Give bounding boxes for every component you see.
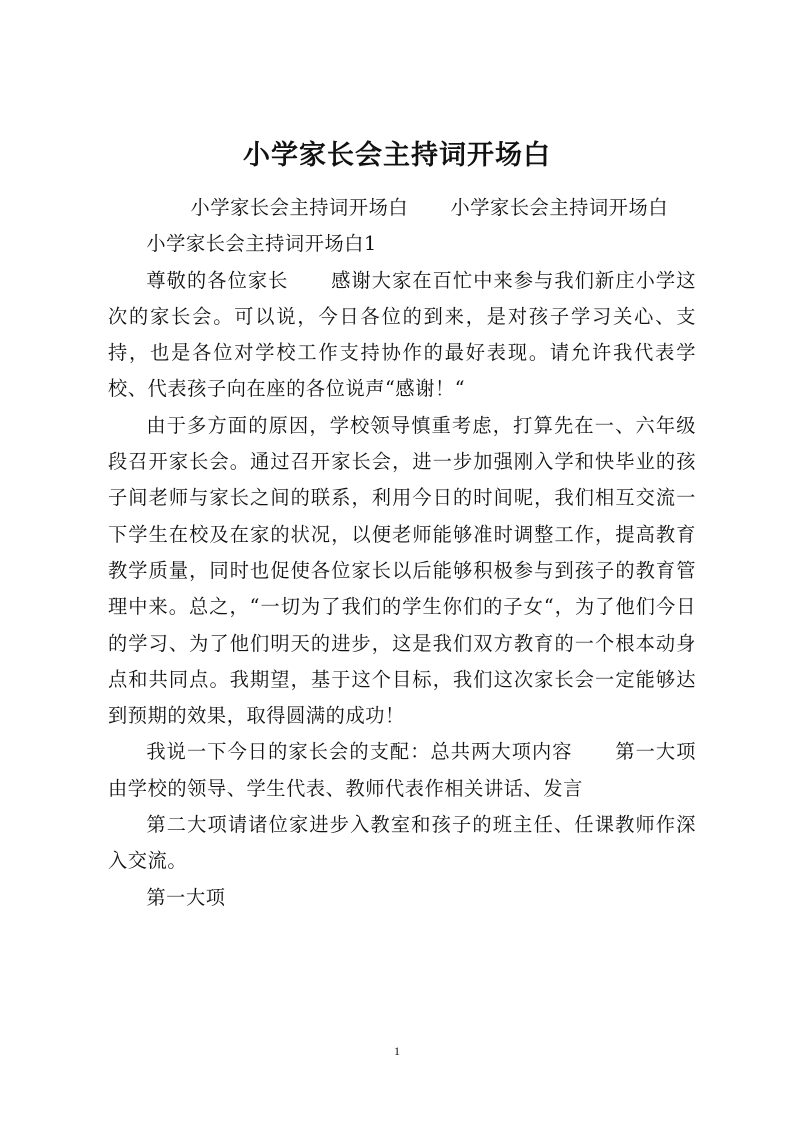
paragraph-4: 第二大项请诸位家进步入教室和孩子的班主任、任课教师作深入交流。	[108, 813, 696, 873]
salutation: 尊敬的各位家长	[146, 268, 289, 292]
intro-text-2: 小学家长会主持词开场白	[450, 196, 669, 219]
intro-text-1: 小学家长会主持词开场白	[190, 196, 409, 219]
section-heading: 小学家长会主持词开场白1	[146, 232, 377, 256]
paragraph-2: 由于多方面的原因，学校领导慎重考虑，打算先在一、六年级段召开家长会。通过召开家长会，进一步加强刚入学和快毕业的孩子间老师与家长之间的联系，利用今日的时间呢，我们相互交流一下学生在校及在家的状况，以便老师能够准时调整工作，提高教育教学质量，同时也促使各位家长以后能够积极参与到孩子的教育管理中来。总之，“一切为了我们的学生你们的子女“，为了他们今日的学习、为了他们明天的进步，这是我们双方教育的一个根本动身点和共同点。我期望，基于这个目标，我们这次家长会一定能够达到预期的效果，取得圆满的成功！	[108, 413, 696, 728]
intro-paragraph	[108, 190, 696, 226]
page-number: 1	[394, 1044, 400, 1058]
paragraph-3	[108, 734, 696, 807]
document-title: 小学家长会主持词开场白	[243, 140, 551, 171]
paragraph-1-text: 感谢大家在百忙中来参与我们新庄小学这次的家长会。可以说，今日各位的到来，是对孩子学习关心、支持，也是各位对学校工作支持协作的最好表现。请允许我代表学校、代表孩子向在座的各位说声“感谢！“	[108, 268, 696, 401]
paragraph-3-text-2: 第一大项由学校的领导、学生代表、教师代表作相关讲话、发言	[108, 740, 696, 800]
document-body	[108, 190, 696, 916]
paragraph-5: 第一大项	[146, 885, 226, 909]
paragraph-1	[108, 263, 696, 408]
paragraph-3-text-1: 我说一下今日的家长会的支配：总共两大项内容	[146, 740, 573, 764]
